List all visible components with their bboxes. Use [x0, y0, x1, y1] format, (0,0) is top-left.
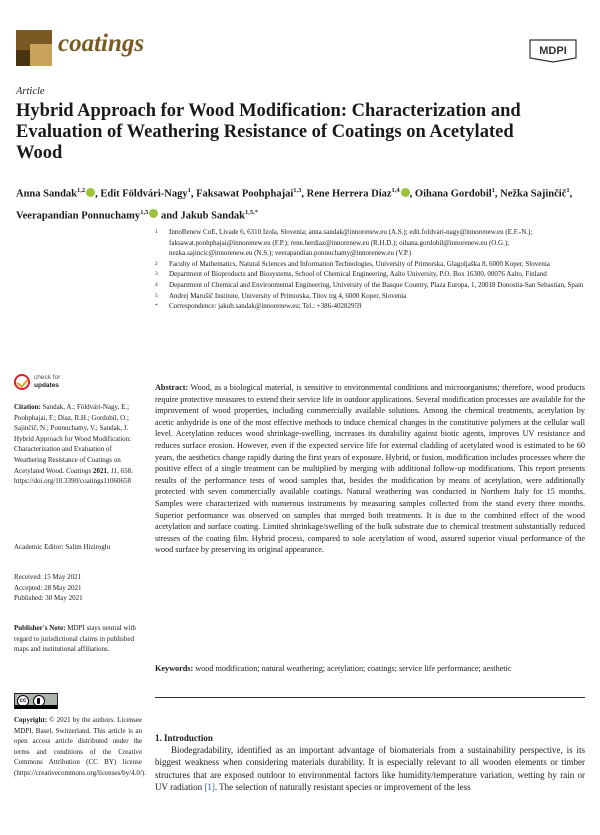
affiliation-item: [155, 301, 585, 312]
author-affiliation-sup: 1,3: [293, 187, 302, 194]
publisher-note: [14, 623, 142, 655]
author-affiliation-sup: 1,5,*: [245, 208, 259, 216]
author-name[interactable]: Nežka Sajinčič: [500, 188, 567, 200]
affiliation-item: [155, 227, 585, 259]
check-line-1: check for: [34, 374, 61, 381]
affiliation-number: 4: [155, 281, 158, 288]
publisher-name: MDPI: [539, 45, 567, 57]
keywords-label: Keywords:: [155, 664, 194, 673]
keywords: [155, 663, 585, 675]
copyright-block: [14, 715, 146, 779]
mdpi-logo-icon: [526, 37, 580, 63]
author-affiliation-sup: 1: [491, 187, 495, 194]
author-separator: ,: [494, 188, 501, 200]
citation-volume: 11: [110, 466, 118, 475]
author-name[interactable]: Anna Sandak: [16, 188, 77, 200]
published-date: Published: 30 May 2021: [14, 594, 83, 603]
copyright-text: © 2021 by the authors. Licensee MDPI, Basel, Switzerland. This article is an open access article distributed under the terms and conditions of the Creative Commons Attribution (CC BY) license (https://creativecommons.org/licenses/by/4.0/).: [14, 716, 146, 777]
author-separator: and: [158, 210, 181, 221]
paper-title: Hybrid Approach for Wood Modification: Characterization and Evaluation of Weathering Resistance of Coatings on Acetylated Wood: [16, 101, 521, 163]
article-type: Article: [16, 86, 45, 97]
citation-year: 2021: [93, 466, 108, 475]
citation-link[interactable]: [1]: [204, 781, 215, 792]
author-affiliation-sup: 1,4: [391, 187, 400, 194]
citation-block: Citation: Sandak, A.; Földvári-Nagy, E.; Poohphajai, F.; Diaz, R.H.; Gordobil, O.; Sajinčič, N.; Ponnuchamy, V.; Sandak, J. Hybrid Approach for Wood Modification: Characterization and Evaluation of Weathering Resistance of Coatings on Acetylated Wood. Coatings 2021, 11, 658. https://doi.org/10.3390/coatings11060658: [14, 403, 133, 486]
journal-name: coatings: [58, 30, 145, 57]
affiliation-text: Faculty of Mathematics, Natural Sciences and Information Technologies, University of Primorska, Glagoljaška 8, 6000 Koper, Slovenia: [169, 259, 550, 268]
abstract: [155, 382, 585, 556]
affiliation-item: [155, 291, 585, 302]
affiliation-text: Department of Chemical and Environmental Engineering, University of the Basque Country, Plaza Europa, 1, 20018 Donostia-San Sebastian, Spain: [169, 280, 584, 289]
abstract-label: Abstract:: [155, 383, 189, 392]
affiliation-text: InnoRenew CoE, Livade 6, 6310 Izola, Slovenia; anna.sandak@innorenew.eu (A.S.); edit.foldvari-nagy@innorenew.eu (E.F.-N.); faksawat.poohphajai@innorenew.eu (F.P.); rene.herdiaz@innorenew.eu (R.H.D.); oihana.gordobil@innorenew.eu (O.G.); nezka.sajincic@innorenew.eu (N.S.); veerapandian.ponnuchamy@innorenew.eu (V.P.): [169, 228, 533, 258]
affiliation-item: [155, 280, 585, 291]
author-name[interactable]: Rene Herrera Diaz: [306, 188, 392, 200]
affiliation-number: *: [155, 303, 158, 310]
journal-logo-icon: [16, 30, 52, 66]
intro-text-1: Biodegradability, identified as an important advantage of biomaterials from a sustainability perspective, is its biggest weakness when considering materials durability. It is especially relevant to all wooden elements or timber structures that are exposed outdoor to environmental factors like humidity/temperature variation, wetting by rain or UV radiation: [155, 745, 585, 792]
author-separator: ,: [409, 188, 415, 200]
citation-text: Sandak, A.; Földvári-Nagy, E.; Poohphajai, F.; Diaz, R.H.; Gordobil, O.; Sajinčič, N.; Ponnuchamy, V.; Sandak, J. Hybrid Approach for Wood Modification: Characterization and Evaluation of Weathering Resistance of Coatings on Acetylated Wood.: [14, 403, 132, 475]
affiliation-number: 1: [155, 229, 158, 235]
author-name[interactable]: Edit Földvári-Nagy: [100, 188, 188, 200]
publisher-note-text: MDPI stays neutral with regard to jurisdictional claims in published maps and institutional affiliations.: [14, 624, 136, 654]
check-updates-icon: [14, 374, 30, 390]
author-affiliation-sup: 1,5: [140, 208, 149, 216]
author-name[interactable]: Jakub Sandak: [180, 210, 246, 221]
author-separator: ,: [95, 188, 101, 200]
citation-label: Citation:: [14, 403, 41, 411]
affiliation-number: 2: [155, 260, 158, 267]
affiliation-number: 3: [155, 271, 158, 278]
orcid-icon[interactable]: [86, 188, 95, 197]
orcid-icon[interactable]: [149, 209, 158, 218]
author-separator: ,: [301, 188, 307, 200]
received-date: Received: 15 May 2021: [14, 573, 82, 581]
history-dates: [14, 572, 142, 604]
author-separator: ,: [190, 188, 197, 200]
author-affiliation-sup: 1: [187, 187, 191, 194]
author-name[interactable]: Oihana Gordobil: [414, 188, 492, 200]
introduction-text: [155, 744, 585, 793]
copyright-label: Copyright:: [14, 716, 48, 724]
intro-text-2: . The selection of naturally resistant species or improvement of the less: [214, 781, 471, 792]
affiliation-text: Andrej Marušič Institute, University of Primorska, Titov trg 4, 6000 Koper, Slovenia: [169, 291, 407, 300]
affiliation-item: [155, 269, 585, 280]
author-separator: ,: [569, 188, 573, 200]
author-name[interactable]: Faksawat Poohphajai: [196, 188, 294, 200]
author-affiliation-sup: 1,2: [77, 187, 86, 194]
author-list: [16, 182, 576, 225]
academic-editor: Academic Editor: Salim Hiziroglu: [14, 543, 111, 551]
author-affiliation-sup: 1: [566, 187, 570, 194]
citation-doi[interactable]: 658. https://doi.org/10.3390/coatings11060658: [14, 466, 133, 486]
check-for-updates-badge[interactable]: [14, 372, 74, 392]
accepted-date: Accepted: 28 May 2021: [14, 583, 82, 592]
affiliation-number: 5: [155, 292, 158, 299]
affiliation-text: Department of Bioproducts and Biosystems, School of Chemical Engineering, Aalto University, P.O. Box 16300, 00076 Aalto, Finland: [169, 270, 547, 279]
cc-icon: cc: [17, 695, 29, 707]
publisher-note-label: Publisher's Note:: [14, 624, 66, 632]
abstract-text: Wood, as a biological material, is sensitive to environmental conditions and microorganisms; therefore, wood products require protective measures to extend their service life in outdoor applications. Several modification processes are available for the improvement of wood properties, including commercially available solutions. Among the chemical treatments, acetylation by acetic anhydride is one of the most effective methods to induce chemical changes in the constitutive polymers at the cellular wall level. Acetylation reduces wood shrinkage-swelling, increases its durability against biotic agents, improves UV resistance and reduces surface erosion. However, even if the expected service life for external cladding of acetylated wood is estimated to be 60 years, the aesthetics change rapidly during the first years of exposure. Hybrid, or fusion, modification includes processes where the positive effect of a single treatment can be multiplied by merging with additional follow-up modifications. This report presents results of the performance tests of wood samples that, besides the modification by means of acetylation, were additionally protected with seven commercially available coatings. Natural weathering was conducted in Northern Italy for 15 months. Samples were characterized with numerous instruments by measuring samples collected from the stand every three months. Superior performance was observed on samples that merged both treatments. It is due to the combined effect of the wood acetylation and surface coating. Limited shrinkage/swelling of the bulk substrate due to chemical treatment substantially reduced stresses of the coating film. Hybrid process, compared to sole acetylation of wood, assured superior visual performance of the wood surface by preserving its original appearance.: [155, 383, 585, 555]
affiliations: [155, 227, 585, 312]
affiliation-item: [155, 259, 585, 270]
keywords-text: wood modification; natural weathering; acetylation; coatings; service life performance; aesthetic: [195, 664, 512, 673]
orcid-icon[interactable]: [401, 188, 410, 197]
affiliation-text: Correspondence: jakub.sandak@innorenew.eu; Tel.: +386-40282959: [169, 302, 362, 311]
introduction-heading: 1. Introduction: [155, 733, 213, 743]
section-divider: [155, 697, 585, 698]
cc-by-license-icon[interactable]: [14, 693, 58, 709]
check-line-2: updates: [34, 382, 59, 389]
author-name[interactable]: Veerapandian Ponnuchamy: [16, 210, 141, 221]
citation-journal: Coatings: [66, 466, 92, 475]
